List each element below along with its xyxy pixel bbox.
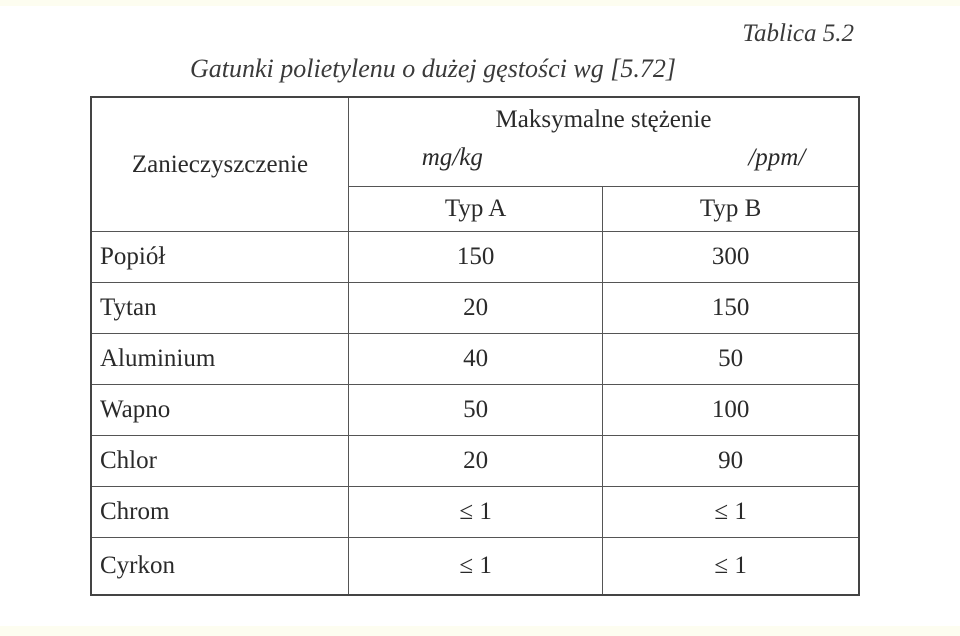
header-row-1 [91, 97, 859, 187]
row-label: Cyrkon [91, 538, 349, 596]
type-a-value: 50 [349, 385, 603, 436]
row-label: Chlor [91, 436, 349, 487]
max-concentration-label: Maksymalne stężenie [495, 106, 712, 133]
table-number: Tablica 5.2 [742, 20, 854, 47]
table-row [91, 538, 859, 596]
type-b-value: 300 [603, 232, 859, 283]
type-b-header: Typ B [603, 187, 859, 232]
type-a-value: 40 [349, 334, 603, 385]
type-a-value: ≤ 1 [349, 538, 603, 596]
table-row [91, 232, 859, 283]
unit-ppm: /ppm/ [748, 144, 806, 171]
row-label: Chrom [91, 487, 349, 538]
type-a-header: Typ A [349, 187, 603, 232]
row-label: Popiół [91, 232, 349, 283]
type-a-value: 20 [349, 436, 603, 487]
units-label [349, 144, 858, 172]
type-b-value: ≤ 1 [603, 538, 859, 596]
table-row [91, 436, 859, 487]
max-concentration-header [349, 97, 860, 187]
contaminant-header: Zanieczyszczenie [91, 97, 349, 232]
row-label: Aluminium [91, 334, 349, 385]
row-label: Tytan [91, 283, 349, 334]
unit-mgkg: mg/kg [421, 144, 483, 171]
row-label: Wapno [91, 385, 349, 436]
table-row [91, 487, 859, 538]
table-row [91, 385, 859, 436]
type-b-value: 50 [603, 334, 859, 385]
type-b-value: 90 [603, 436, 859, 487]
type-b-value: ≤ 1 [603, 487, 859, 538]
type-a-value: 150 [349, 232, 603, 283]
type-a-value: 20 [349, 283, 603, 334]
type-b-value: 100 [603, 385, 859, 436]
contaminant-table [90, 96, 860, 596]
type-b-value: 150 [603, 283, 859, 334]
table-row [91, 334, 859, 385]
type-a-value: ≤ 1 [349, 487, 603, 538]
document-page [0, 6, 960, 626]
table-title: Gatunki polietylenu o dużej gęstości wg [5.72] [190, 54, 677, 83]
table-row [91, 283, 859, 334]
